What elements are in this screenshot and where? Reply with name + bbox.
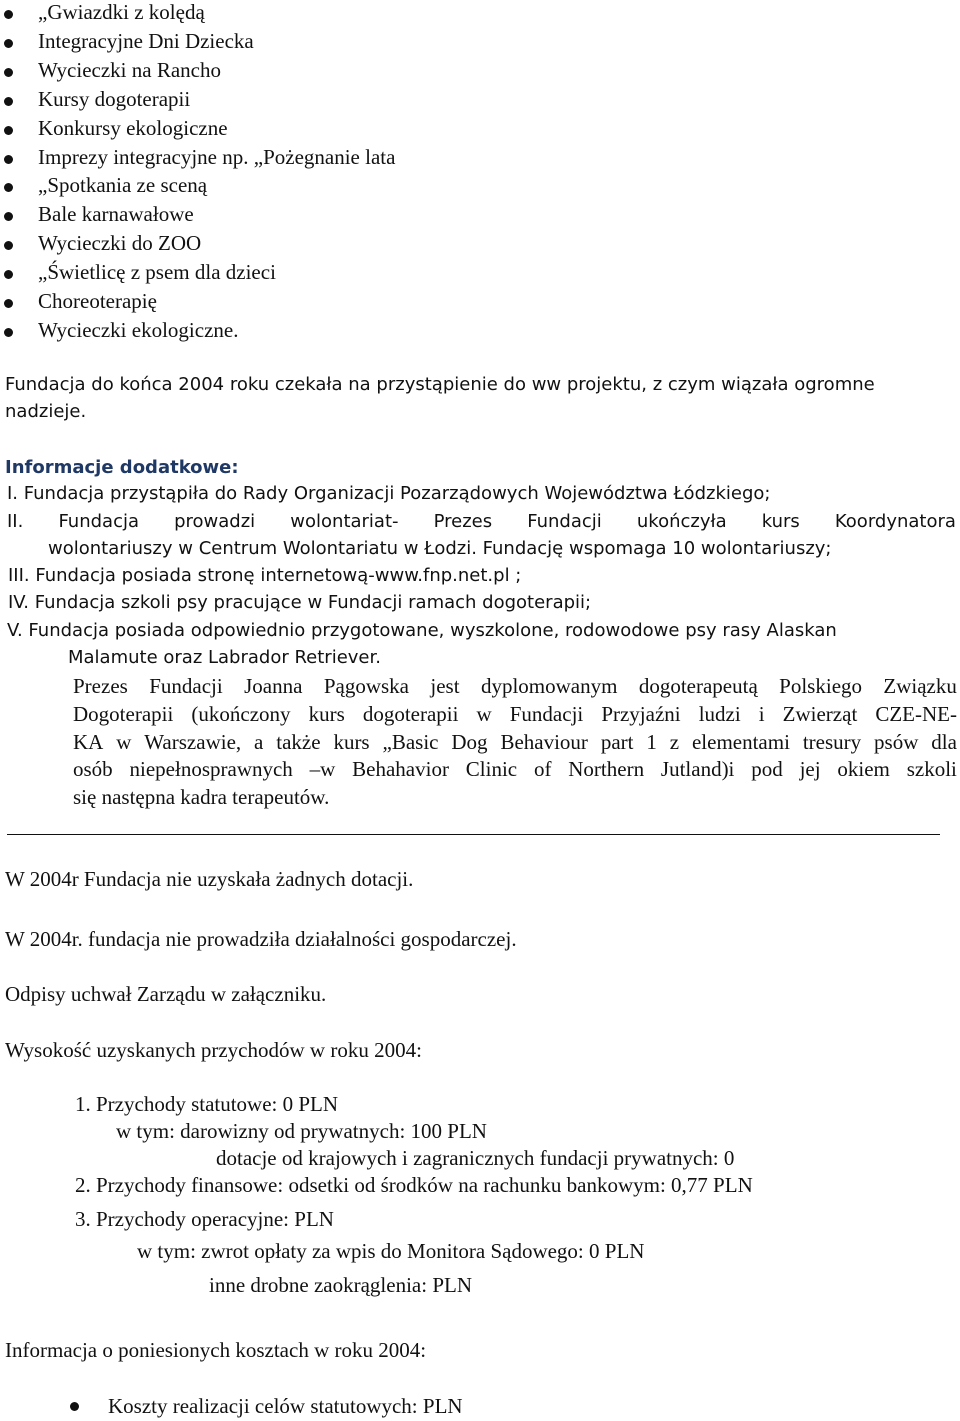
- president-paragraph-word: Joanna: [244, 674, 303, 698]
- income-heading: Wysokość uzyskanych przychodów w roku 2004:: [5, 1038, 422, 1062]
- costs-bullet-label: Koszty realizacji celów statutowych: PLN: [108, 1394, 463, 1418]
- president-paragraph-word: dla: [931, 730, 957, 754]
- president-paragraph-word: jest: [430, 674, 460, 698]
- info-item-5-line2: Malamute oraz Labrador Retriever.: [68, 647, 381, 668]
- costs-bullet-item: [70, 1396, 630, 1420]
- president-paragraph-word: Dogoterapii: [73, 702, 174, 726]
- waiting-paragraph-line2: nadzieje.: [5, 401, 87, 422]
- income-item-1-sub-2: dotacje od krajowych i zagranicznych fundacji prywatnych: 0: [216, 1146, 735, 1170]
- info-item-2-line2: wolontariuszy w Centrum Wolontariatu w Łodzi. Fundację wspomaga 10 wolontariuszy;: [48, 538, 832, 559]
- bullet-dot-icon: [4, 212, 13, 221]
- bullet-dot-icon: [4, 299, 13, 308]
- president-paragraph-word: Clinic: [465, 757, 518, 781]
- president-paragraph-word: „Basic: [382, 730, 439, 754]
- president-paragraph-word: osób: [73, 757, 113, 781]
- president-paragraph-word: CZE-NE-: [875, 702, 957, 726]
- president-paragraph-word: dyplomowanym: [480, 674, 618, 698]
- activity-list-item: [0, 262, 600, 286]
- bullet-dot-icon: [4, 270, 13, 279]
- president-paragraph-word: kurs: [333, 730, 370, 754]
- info-item-2-word: Prezes: [433, 511, 493, 532]
- income-item-1: 1. Przychody statutowe: 0 PLN: [75, 1092, 339, 1116]
- president-paragraph-word: i: [758, 702, 765, 726]
- activity-list-item: [0, 204, 600, 228]
- president-paragraph-line2: [73, 704, 957, 725]
- activity-list-item: [0, 175, 600, 199]
- activity-list-item: [0, 57, 600, 84]
- president-paragraph-word: Dog: [451, 730, 488, 754]
- waiting-paragraph-line1: Fundacja do końca 2004 roku czekała na przystąpienie do ww projektu, z czym wiązała ogromne: [5, 374, 875, 395]
- president-paragraph-word: –w: [309, 757, 336, 781]
- income-item-3-sub-2: inne drobne zaokrąglenia: PLN: [209, 1273, 472, 1297]
- activity-label: Kursy dogoterapii: [38, 86, 191, 111]
- president-paragraph-word: 1: [646, 730, 657, 754]
- info-item-2-word: prowadzi: [174, 511, 256, 532]
- activity-list-item: [0, 144, 600, 171]
- president-paragraph-word: Behaviour: [500, 730, 588, 754]
- costs-heading: Informacja o poniesionych kosztach w roku 2004:: [5, 1338, 427, 1362]
- president-paragraph-word: jej: [799, 757, 821, 781]
- president-paragraph-word: Polskiego: [779, 674, 863, 698]
- president-paragraph-word: psów: [874, 730, 919, 754]
- activity-list-item: [0, 2, 600, 26]
- president-paragraph-word: dogoterapeutą: [638, 674, 758, 698]
- bullet-dot-icon: [4, 183, 13, 192]
- info-item-3: III. Fundacja posiada stronę internetową-www.fnp.net.pl ;: [8, 565, 522, 586]
- bullet-dot-icon: [4, 10, 13, 19]
- president-paragraph-word: dogoterapii: [362, 702, 459, 726]
- info-item-1: I. Fundacja przystąpiła do Rady Organizacji Pozarządowych Województwa Łódzkiego;: [7, 483, 771, 504]
- president-paragraph-word: w: [116, 730, 132, 754]
- bullet-dot-icon: [4, 68, 13, 77]
- activity-label: Wycieczki do ZOO: [38, 231, 202, 256]
- info-item-2-word: II.: [7, 511, 24, 532]
- president-paragraph-word: part: [600, 730, 634, 754]
- bullet-dot-icon: [4, 328, 13, 337]
- president-paragraph-word: Fundacji: [149, 674, 223, 698]
- president-paragraph-line4: [73, 759, 957, 780]
- president-paragraph-word: okiem: [837, 757, 890, 781]
- info-item-2-word: Fundacja: [58, 511, 140, 532]
- president-paragraph-word: a: [254, 730, 264, 754]
- president-paragraph-word: Behahavior: [352, 757, 449, 781]
- income-item-1-sub-1: w tym: darowizny od prywatnych: 100 PLN: [116, 1119, 487, 1143]
- info-item-2-word: ukończyła: [636, 511, 727, 532]
- income-item-3: 3. Przychody operacyjne: PLN: [75, 1207, 334, 1231]
- resolutions-statement: Odpisy uchwał Zarządu w załączniku.: [5, 982, 327, 1006]
- info-item-2-line1: [7, 513, 956, 531]
- info-item-4: IV. Fundacja szkoli psy pracujące w Fundacji ramach dogoterapii;: [8, 592, 592, 613]
- president-paragraph-word: Jutland)i: [660, 757, 735, 781]
- activity-label: Integracyjne Dni Dziecka: [38, 28, 254, 53]
- activity-label: Konkursy ekologiczne: [38, 115, 228, 140]
- president-paragraph-word: Prezes: [73, 674, 128, 698]
- activity-list-item: [0, 233, 600, 257]
- activity-label: Imprezy integracyjne np. „Pożegnanie lata: [38, 144, 396, 169]
- activity-label: „Świetlicę z psem dla dzieci: [38, 260, 276, 285]
- bullet-dot-icon: [4, 241, 13, 250]
- activity-list-item: [0, 291, 600, 315]
- activity-list-item: [0, 115, 600, 142]
- president-paragraph-word: z: [669, 730, 680, 754]
- activity-label: Wycieczki na Rancho: [38, 57, 221, 82]
- bullet-dot-icon: [4, 126, 13, 135]
- subsidies-statement: W 2004r Fundacja nie uzyskała żadnych dotacji.: [5, 867, 414, 891]
- president-paragraph-word: elementami: [691, 730, 790, 754]
- president-paragraph-word: w: [476, 702, 492, 726]
- activity-list-item: [0, 28, 600, 55]
- bullet-dot-icon: [4, 39, 13, 48]
- president-paragraph-word: Northern: [568, 757, 645, 781]
- president-paragraph-word: KA: [73, 730, 104, 754]
- activity-list-item: [0, 86, 600, 113]
- additional-info-heading: Informacje dodatkowe:: [5, 457, 239, 478]
- president-paragraph-word: pod: [751, 757, 783, 781]
- president-paragraph-word: ludzi: [698, 702, 741, 726]
- bullet-dot-icon: [70, 1402, 79, 1411]
- president-paragraph-line1: [73, 676, 957, 697]
- activity-label: Bale karnawałowe: [38, 202, 194, 227]
- info-item-2-word: Koordynatora: [834, 511, 956, 532]
- info-item-2-word: wolontariat-: [290, 511, 399, 532]
- president-paragraph-word: Związku: [883, 674, 957, 698]
- activity-label: Choreoterapię: [38, 289, 157, 313]
- separator-line: [7, 834, 940, 835]
- activity-label: Wycieczki ekologiczne.: [38, 317, 239, 342]
- bullet-dot-icon: [4, 155, 13, 164]
- info-item-5-line1: V. Fundacja posiada odpowiednio przygotowane, wyszkolone, rodowodowe psy rasy Alaskan: [7, 620, 837, 641]
- president-paragraph-word: Pągowska: [323, 674, 409, 698]
- president-paragraph-word: także: [276, 730, 321, 754]
- business-statement: W 2004r. fundacja nie prowadziła działalności gospodarczej.: [5, 927, 517, 951]
- activity-list-item: [0, 317, 600, 344]
- activity-label: „Gwiazdki z kolędą: [38, 0, 205, 24]
- activity-label: „Spotkania ze sceną: [38, 173, 208, 198]
- income-item-2: 2. Przychody finansowe: odsetki od środków na rachunku bankowym: 0,77 PLN: [75, 1173, 753, 1197]
- president-paragraph-word: szkoli: [906, 757, 957, 781]
- president-paragraph-line5: się następna kadra terapeutów.: [73, 785, 330, 809]
- president-paragraph-word: kurs: [308, 702, 345, 726]
- bullet-dot-icon: [4, 97, 13, 106]
- president-paragraph-word: tresury: [802, 730, 862, 754]
- president-paragraph-word: Warszawie,: [144, 730, 242, 754]
- president-paragraph-line3: [73, 732, 957, 753]
- president-paragraph-word: niepełnosprawnych: [129, 757, 293, 781]
- president-paragraph-word: Zwierząt: [782, 702, 858, 726]
- income-item-3-sub-1: w tym: zwrot opłaty za wpis do Monitora Sądowego: 0 PLN: [137, 1239, 645, 1263]
- president-paragraph-word: of: [533, 757, 552, 781]
- president-paragraph-word: Przyjaźni: [601, 702, 681, 726]
- president-paragraph-word: Fundacji: [509, 702, 584, 726]
- president-paragraph-word: (ukończony: [191, 702, 291, 726]
- info-item-2-word: kurs: [761, 511, 800, 532]
- info-item-2-word: Fundacji: [527, 511, 602, 532]
